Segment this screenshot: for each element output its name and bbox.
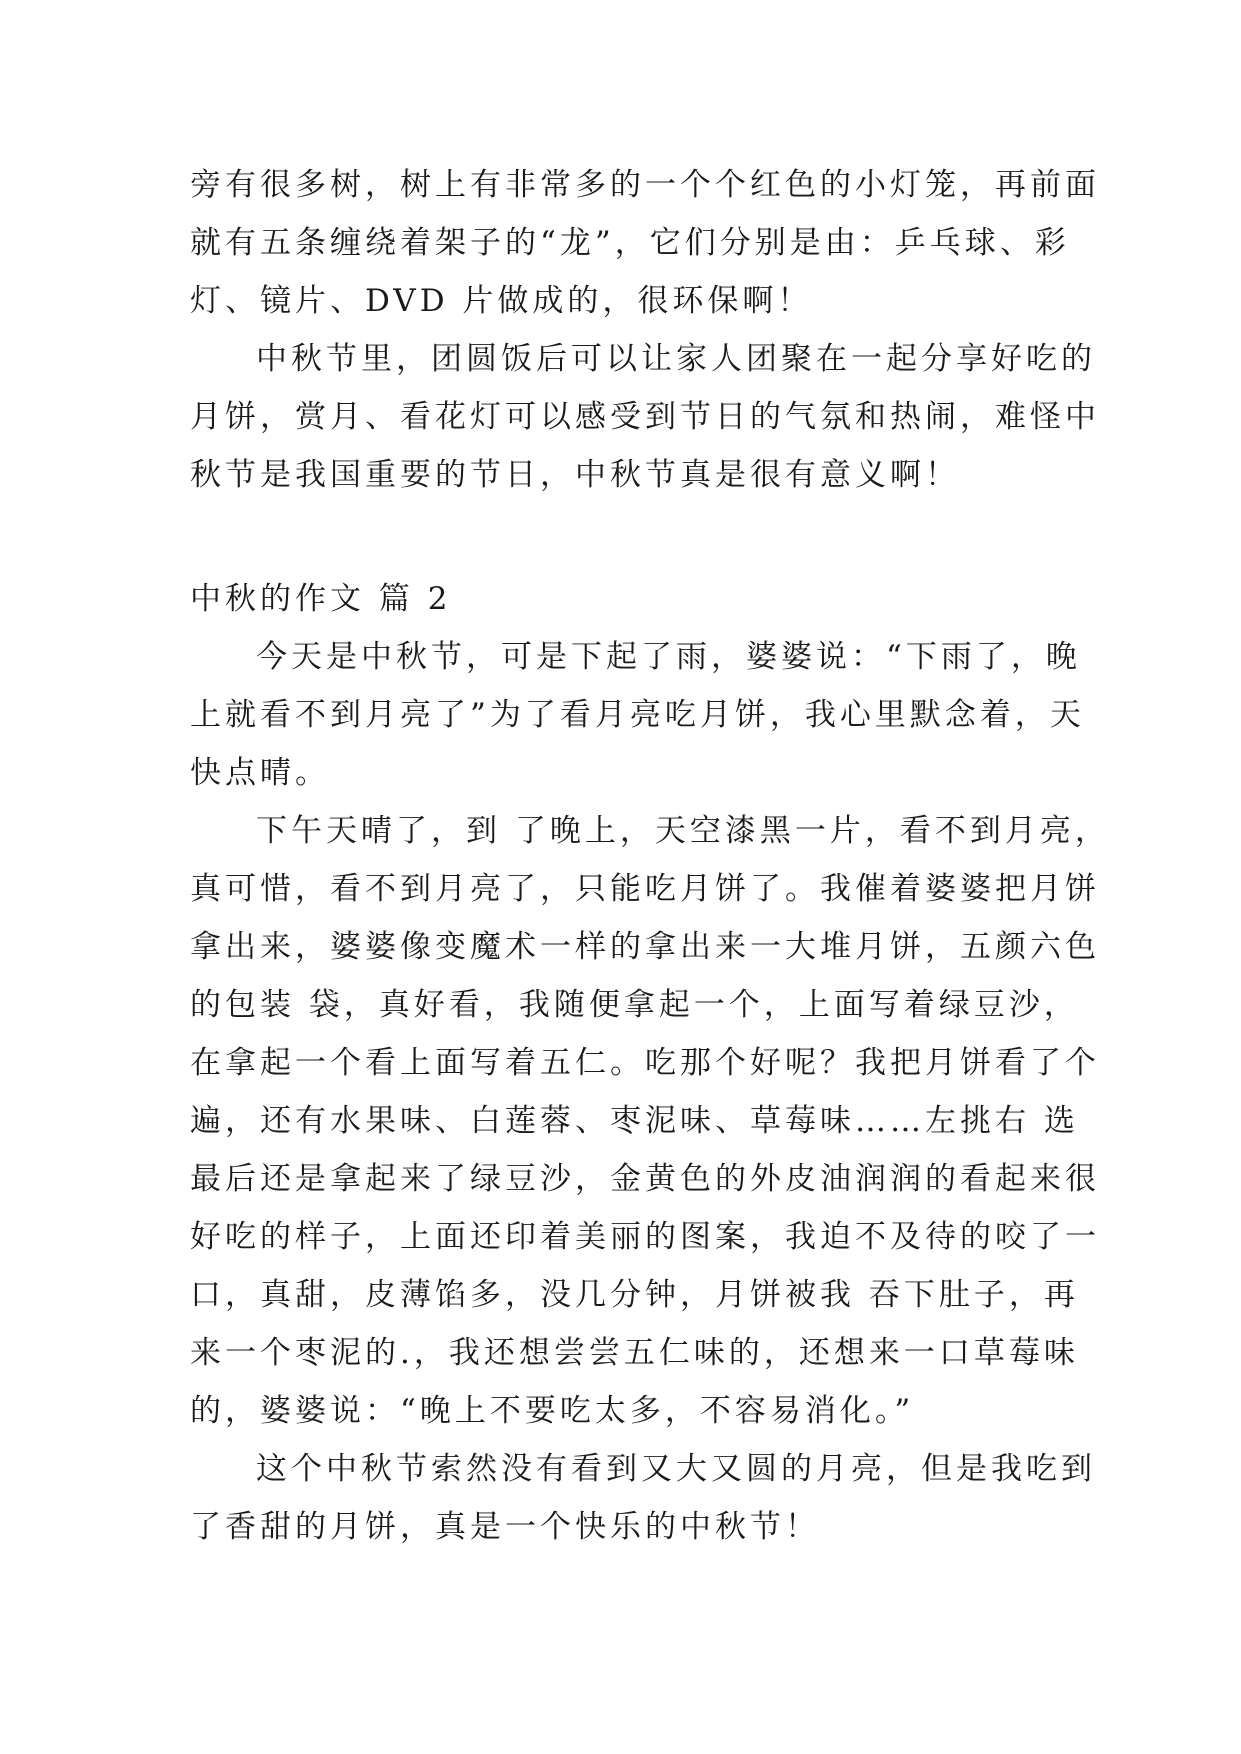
- essay1-closing-paragraph: [190, 330, 1100, 504]
- text-line: 秋节是我国重要的节日，中秋节真是很有意义啊！: [190, 457, 960, 493]
- text-line: 灯、镜片、DVD 片做成的，很环保啊！: [190, 283, 813, 319]
- text-line: 好吃的样子，上面还印着美丽的图案，我迫不及待的咬了一: [190, 1219, 1100, 1255]
- text-line: 月饼，赏月、看花灯可以感受到节日的气氛和热闹，难怪中: [190, 399, 1100, 435]
- essay2: [190, 570, 1110, 1556]
- text-line: 中秋节里，团圆饭后可以让家人团聚在一起分享好吃的: [256, 341, 1096, 377]
- text-line: 的包装 袋，真好看，我随便拿起一个，上面写着绿豆沙，: [190, 987, 1079, 1023]
- text-line: 真可惜，看不到月亮了，只能吃月饼了。我催着婆婆把月饼: [190, 871, 1100, 907]
- text-line: 口，真甜，皮薄馅多，没几分钟，月饼被我 吞下肚子，再: [190, 1277, 1079, 1313]
- essay2-paragraph-1: [190, 628, 1085, 802]
- essay1-paragraph-continued: [190, 156, 1100, 330]
- text-line: 旁有很多树，树上有非常多的一个个红色的小灯笼，再前面: [190, 167, 1100, 203]
- text-line: 今天是中秋节，可是下起了雨，婆婆说：“下雨了，晚: [256, 639, 1081, 675]
- essay2-paragraph-2: [190, 802, 1110, 1440]
- text-line: 最后还是拿起来了绿豆沙，金黄色的外皮油润润的看起来很: [190, 1161, 1100, 1197]
- text-line: 在拿起一个看上面写着五仁。吃那个好呢？我把月饼看了个: [190, 1045, 1100, 1081]
- essay2-paragraph-3: [190, 1440, 1096, 1556]
- text-line: 了香甜的月饼，真是一个快乐的中秋节！: [190, 1509, 820, 1545]
- text-line: 下午天晴了，到 了晚上，天空漆黑一片，看不到月亮，: [256, 813, 1110, 849]
- text-line: 的，婆婆说：“晚上不要吃太多，不容易消化。”: [190, 1393, 915, 1429]
- text-line: 遍，还有水果味、白莲蓉、枣泥味、草莓味……左挑右 选: [190, 1103, 1079, 1139]
- text-line: 来一个枣泥的.，我还想尝尝五仁味的，还想来一口草莓味: [190, 1335, 1079, 1371]
- text-line: 快点晴。: [190, 755, 330, 791]
- essay1-continuation: [190, 156, 1100, 504]
- text-line: 就有五条缠绕着架子的“龙”，它们分别是由：乒乓球、彩: [190, 225, 1070, 261]
- text-line: 上就看不到月亮了”为了看月亮吃月饼，我心里默念着，天: [190, 697, 1085, 733]
- text-line: 这个中秋节索然没有看到又大又圆的月亮，但是我吃到: [256, 1451, 1096, 1487]
- essay2-heading: 中秋的作文 篇 2: [190, 581, 452, 617]
- text-line: 拿出来，婆婆像变魔术一样的拿出来一大堆月饼，五颜六色: [190, 929, 1100, 965]
